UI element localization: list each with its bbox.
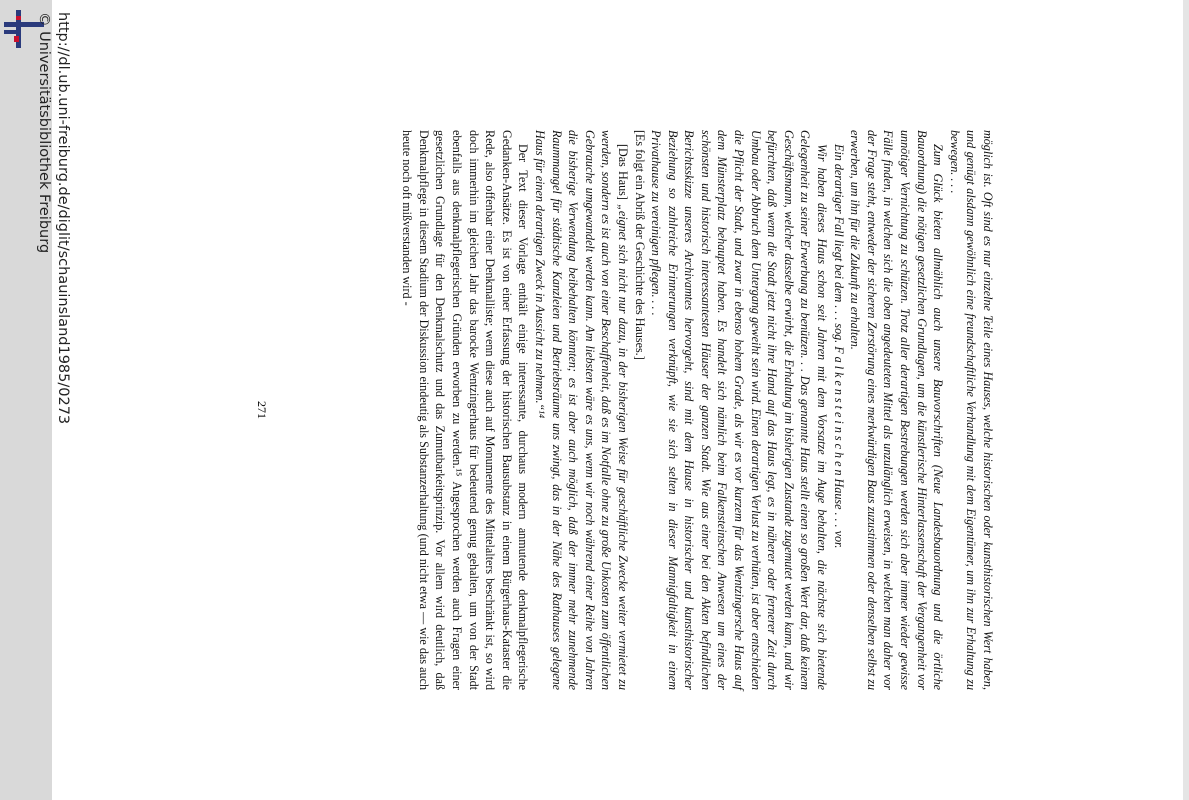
page-body-text <box>399 130 996 690</box>
paragraph: Zum Glück bieten allmählich auch unsere Bauvorschriften (Neue Landesbauordnung und die örtliche Bauordnung) die nötigen gesetzlichen Grundlagen, um die künstlerische Hinterlassenschaft der Vergangenheit vor unnötiger Vernichtung zu schützen. Trotz aller derartigen Bestrebungen werden sich aber immer wieder gewisse Fälle finden, in welchen sich die oben angedeuteten Mittel als unzulänglich erweisen, in welchen man daher vor der Frage steht, entweder der sicheren Zerstörung eines merkwürdigen Baus zuzustimmen oder denselben selbst zu erwerben, um ihn für die Zukunft zu erhalten. <box>848 130 946 690</box>
paragraph: Wir haben dieses Haus schon seit Jahren mit dem Vorsatze im Auge behalten, die nächste sich bietende Gelegenheit zu seiner Erwerbung zu benützen. . . Das genannte Haus stellt einen so großen Wert dar, daß keinem Geschäftsmann, welcher dasselbe erwirbt, die Erhaltung im bisherigen Zustande zugemutet werden kann, und wir befürchten, daß wenn die Stadt jetzt nicht ihre Hand auf das Haus legt, es in näherer oder fernerer Zeit durch Umbau oder Abbruch dem Untergang geweiht sein wird. Einen derartigen Verlust zu verhüten, ist aber entschieden die Pflicht der Stadt, und zwar in ebenso hohem Grade, als wir es vor kurzem für das Wentzingersche Haus auf dem Münsterplatz behauptet haben. Es handelt sich nämlich beim Falkensteinschen Anwesen um eines der schönsten und historisch interessantesten Häuser der ganzen Stadt. Wie aus einer bei den Akten befindlichen Berichtsskizze unseres Archivamtes hervorgeht, sind mit dem Hause in historischer und kunsthistorischer Beziehung so zahlreiche Erinnerungen verknüpft, wie sie sich selten in dieser Mannigfaltigkeit in einem Privathause zu vereinigen pflegen. . . . <box>649 130 830 690</box>
page-number: 271 <box>255 401 269 419</box>
document-url-link[interactable]: http://dl.ub.uni-freiburg.de/diglit/schauinsland1985/0273 <box>55 12 71 425</box>
sidebar <box>0 0 71 800</box>
paragraph: Ein derartiger Fall liegt bei dem . . . sog. F a l k e n s t e i n s c h e n Hause . . . vor. <box>831 144 846 549</box>
paragraph <box>531 130 631 690</box>
paragraph: Der Text dieser Vorlage enthält einige interessante, durchaus modern anmutende denkmalpflegerische Gedanken-Ansätze. Es ist von einer Erfassung der historischen Bausubstanz in einem Bürgerhaus-Kataster die Rede, also offenbar einer Denkmalliste; wenn diese auch auf Monumente des Mittelalters beschränkt ist, so wird doch immerhin im gleichen Jahr das barocke Wentzingerhaus für bedeutend genug gehalten, um von der Stadt ebenfalls aus denkmalpflegerischen Gründen erworben zu werden.¹⁵ Angesprochen werden auch Fragen einer gesetzlichen Grundlage für den Denkmalschutz und das Zumutbarkeitsprinzip. Vor allem wird deutlich, daß Denkmalpflege in diesem Stadium der Diskussion eindeutig als Substanzerhaltung (und nicht etwa — wie das auch heute noch oft mißverstanden wird - <box>400 130 531 690</box>
paragraph: [Es folgt ein Abriß der Geschichte des Hauses.] <box>632 130 647 360</box>
copyright-notice: © Universitätsbibliothek Freiburg <box>36 12 52 254</box>
scrollbar-track[interactable] <box>1183 0 1189 800</box>
quoted-text: „eignet sich nicht nur dazu, in der bisherigen Weise für geschäftliche Zwecke weiter vermietet zu werden, sondern es ist auch von einer Beschaffenheit, daß es im Notfalle ohne zu große Unkosten zum öffentlichen Gebrauche umgewandelt werden kann. Am liebsten wäre es uns, wenn wir noch während einer Reihe von Jahren die bisherige Verwendung beibehalten könnten; es ist aber auch möglich, daß der immer mehr zunehmende Raummangel für städtische Kanzleien und Betriebsräume uns zwingt, das in der Nähe des Rathauses gelegene Haus für einen derartigen Zweck in Aussicht zu nehmen.“¹⁴ <box>532 130 630 690</box>
paragraph: möglich ist. Oft sind es nur einzelne Teile eines Hauses, welche historischen oder kunsthistorischen Wert haben, und genügt alsdann gewöhnlich eine freundschaftliche Verhandlung mit dem Eigentümer, um ihn zur Erhaltung zu bewegen. . . . <box>947 130 995 690</box>
paragraph-prefix: [Das Haus] <box>615 144 630 205</box>
sidebar-caption <box>32 0 72 800</box>
